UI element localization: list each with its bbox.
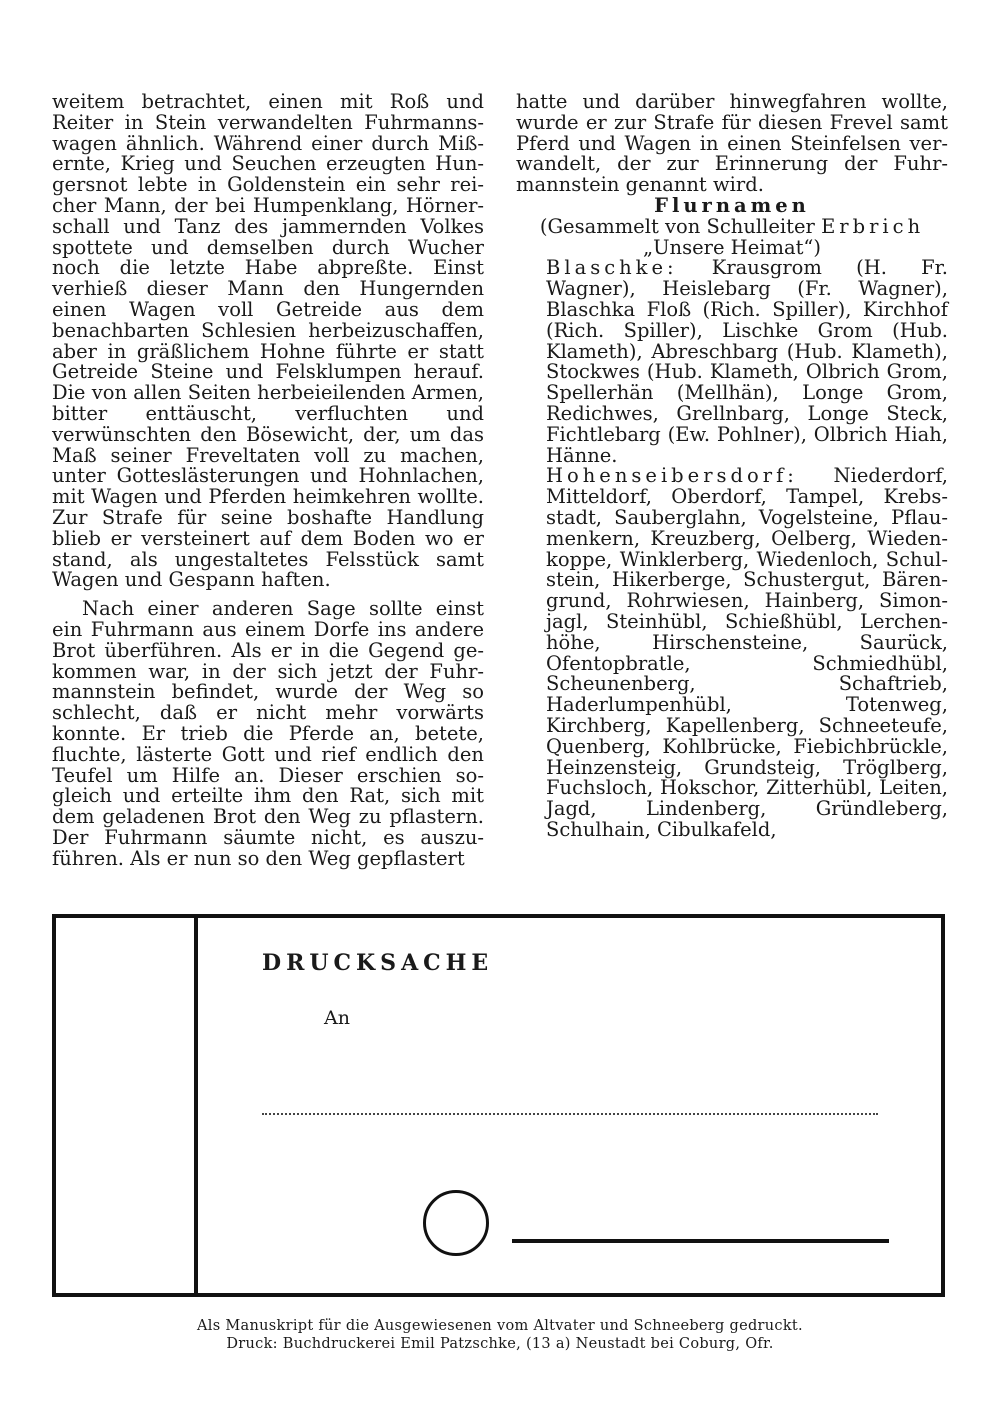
address-dotted-line bbox=[262, 1113, 878, 1115]
stamp-divider bbox=[194, 914, 198, 1297]
footer-note: Als Manuskript für die Ausgewiesenen vom Altvater und Schneeberg gedruckt. bbox=[197, 1318, 803, 1334]
place-entry-hohenseibersdorf bbox=[516, 466, 948, 840]
source-author: Erbrich bbox=[821, 214, 925, 238]
field-names: Krausgrom (H. Fr. Wagner), Heislebarg (Fr. Wagner), Blaschka Floß (Rich. Spiller), Kirchhof (Rich. Spiller), Lischke Grom (Hub. Klameth), Abreschbarg (Hub. Klameth), Stockwes (Hub. Klameth, Olbrich Grom, Spellerhän (Mellhän), Longe Grom, Redichwes, Grellnbarg, Longe Steck, Fichtlebarg (Ew. Pohlner), Olbrich Hiah, Hänne. bbox=[546, 256, 948, 467]
source-line-2: „Unsere Heimat“) bbox=[642, 235, 821, 259]
left-column bbox=[52, 92, 484, 869]
source-prefix: (Gesammelt von Schulleiter bbox=[539, 214, 815, 238]
recipient-label: An bbox=[324, 1007, 350, 1029]
section-heading: Flurnamen bbox=[654, 193, 810, 217]
postmark-circle bbox=[423, 1190, 489, 1256]
drucksache-title: DRUCKSACHE bbox=[262, 950, 494, 976]
source-line-1 bbox=[516, 214, 948, 238]
right-column bbox=[516, 92, 948, 841]
place-entry-blaschke bbox=[516, 258, 948, 466]
place-name: Hohenseibersdorf: bbox=[546, 464, 798, 488]
story-paragraph-continuation: hatte und darüber hinwegfahren wollte, wurde er zur Strafe für diesen Frevel samt Pferd und Wagen in einen Steinfelsen verwandelt, der zur Erinnerung der Fuhrmannstein genannt wird. bbox=[516, 90, 948, 197]
story-paragraph-2: Nach einer anderen Sage sollte einst ein Fuhrmann aus einem Dorfe ins andere Brot überführen. Als er in die Gegend gekommen war, in der sich jetzt der Fuhrmannstein befindet, wurde der Weg so schlecht, daß er nicht mehr vorwärts konnte. Er trieb die Pferde an, betete, fluchte, lästerte Gott und rief endlich den Teufel um Hilfe an. Dieser erschien sogleich und erteilte ihm den Rat, sich mit dem geladenen Brot den Weg zu pflastern. Der Fuhrmann säumte nicht, es auszuführen. Als er nun so den Weg gepflastert bbox=[52, 597, 484, 870]
printer-imprint: Druck: Buchdruckerei Emil Patzschke, (13 a) Neustadt bei Coburg, Ofr. bbox=[226, 1336, 774, 1352]
story-paragraph-1: weitem betrachtet, einen mit Roß und Reiter in Stein verwandelten Fuhrmannswagen ähnlich. Während einer durch Mißernte, Krieg und Seuchen erzeugten Hungersnot lebte in Goldenstein ein sehr reicher Mann, der bei Humpenklang, Hörnerschall und Tanz des jammernden Volkes spottete und demselben durch Wucher noch die letzte Habe abpreßte. Einst verhieß dieser Mann den Hungernden einen Wagen voll Getreide aus dem benachbarten Schlesien herbeizuschaffen, aber in gräßlichem Hohne führte er statt Getreide Steine und Felsklumpen herauf. Die von allen Seiten herbeieilenden Armen, bitter enttäuscht, verfluchten und verwünschten den Bösewicht, der, um das Maß seiner Freveltaten voll zu machen, unter Gotteslästerungen und Hohnlachen, mit Wagen und Pferden heimkehren wollte. Zur Strafe für seine boshafte Handlung blieb er versteinert auf dem Boden wo er stand, als ungestaltetes Felsstück samt Wagen und Gespann haften. bbox=[52, 90, 484, 592]
address-solid-line bbox=[512, 1239, 889, 1243]
place-name: Blaschke: bbox=[546, 256, 678, 280]
field-names: Niederdorf, Mitteldorf, Oberdorf, Tampel, Krebsstadt, Sauberglahn, Vogelsteine, Pflaumenkern, Kreuzberg, Oelberg, Wiedenkoppe, Winklerberg, Wiedenloch, Schulstein, Hikerberge, Schustergut, Bärengrund, Rohrwiesen, Hainberg, Simonjagl, Steinhübl, Schießhübl, Lerchenhöhe, Hirschensteine, Saurück, Ofentopbratle, Schmiedhübl, Scheunenberg, Schaftrieb, Haderlumpenhübl, Totenweg, Kirchberg, Kapellenberg, Schneeteufe, Quenberg, Kohlbrücke, Fiebichbrückle, Heinzensteig, Grundsteig, Tröglberg, Fuchsloch, Hokschor, Zitterhübl, Leiten, Jagd, Lindenberg, Gründleberg, Schulhain, Cibulkafeld, bbox=[546, 464, 948, 841]
